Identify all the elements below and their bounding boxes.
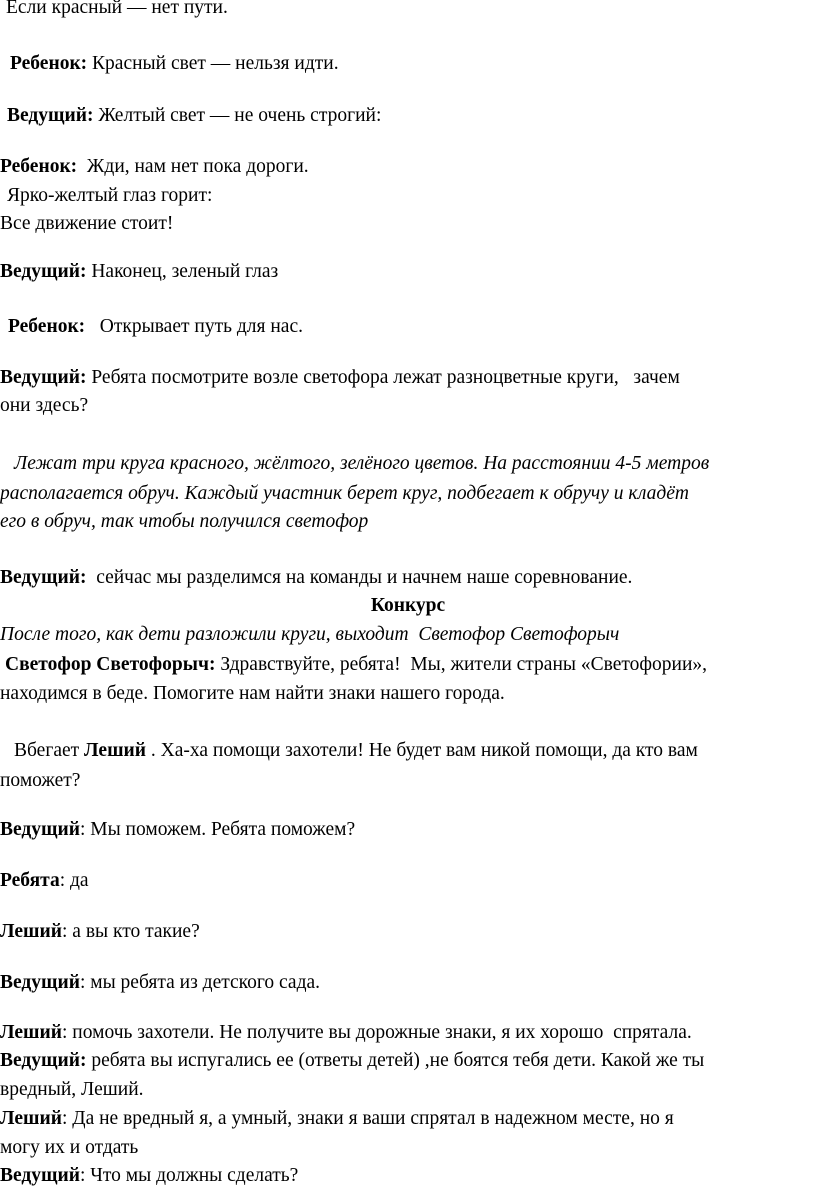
speaker-label: Светофор Светофорыч: xyxy=(5,654,216,675)
stage-direction: располагается обруч. Каждый участник берет круг, подбегает к обручу и кладёт xyxy=(0,483,689,504)
dialogue-line-continuation: поможет? xyxy=(0,770,81,791)
speaker-label: Ребенок: xyxy=(0,156,78,177)
poem-line: Ярко-желтый глаз горит: xyxy=(7,185,213,206)
dialogue-line: Ведущий: Наконец, зеленый глаз xyxy=(0,261,279,282)
dialogue-line: Ведущий: ребята вы испугались ее (ответы детей) ,не боятся тебя дети. Какой же ты xyxy=(0,1050,705,1071)
dialogue-line: Ребенок: Красный свет — нельзя идти. xyxy=(10,53,339,74)
dialogue-line: Вбегает Леший . Ха-ха помощи захотели! Не будет вам никой помощи, да кто вам xyxy=(14,740,698,761)
speaker-label: Леший xyxy=(84,740,147,761)
speaker-label: Ребята xyxy=(0,870,60,891)
speaker-label: Ведущий: xyxy=(0,567,87,588)
speaker-label: Ребенок: xyxy=(10,53,88,74)
dialogue-line: Светофор Светофорыч: Здравствуйте, ребята! Мы, жители страны «Светофории», xyxy=(5,654,708,675)
speaker-label: Ведущий xyxy=(0,367,80,388)
speaker-label: Леший xyxy=(0,1022,62,1043)
poem-line: Все движение стоит! xyxy=(0,213,174,234)
dialogue-line-continuation: могу их и отдать xyxy=(0,1137,139,1158)
speaker-label: Ведущий xyxy=(0,819,80,840)
dialogue-line: Леший: Да не вредный я, а умный, знаки я ваши спрятал в надежном месте, но я xyxy=(0,1108,674,1129)
dialogue-line: Ведущий: Желтый свет — не очень строгий: xyxy=(7,105,382,126)
speaker-label: Ведущий: xyxy=(0,261,87,282)
dialogue-line: Ведущий: Мы поможем. Ребята поможем? xyxy=(0,819,356,840)
stage-direction: Лежат три круга красного, жёлтого, зелёного цветов. На расстоянии 4-5 метров xyxy=(14,453,710,474)
speaker-label: Леший xyxy=(0,1108,62,1129)
dialogue-line: Ведущий: Что мы должны сделать? xyxy=(0,1165,299,1186)
dialogue-line-continuation: находимся в беде. Помогите нам найти знаки нашего города. xyxy=(0,683,505,704)
stage-direction: После того, как дети разложили круги, выходит Светофор Светофорыч xyxy=(0,624,620,645)
speaker-label: Ведущий xyxy=(0,972,80,993)
speaker-label: Ведущий xyxy=(0,1165,80,1186)
poem-line: Если красный — нет пути. xyxy=(6,0,228,18)
dialogue-line: Леший: а вы кто такие? xyxy=(0,921,200,942)
dialogue-line-continuation: вредный, Леший. xyxy=(0,1079,144,1100)
speaker-label: Леший xyxy=(0,921,62,942)
dialogue-line: Ведущий: Ребята посмотрите возле светофора лежат разноцветные круги, зачем xyxy=(0,367,680,388)
dialogue-line: Ведущий: сейчас мы разделимся на команды и начнем наше соревнование. xyxy=(0,567,633,588)
section-heading: Конкурс xyxy=(370,595,446,616)
dialogue-line: Ребята: да xyxy=(0,870,89,891)
dialogue-line: Леший: помочь захотели. Не получите вы дорожные знаки, я их хорошо спрятала. xyxy=(0,1022,692,1043)
dialogue-line: Ведущий: мы ребята из детского сада. xyxy=(0,972,321,993)
stage-direction: его в обруч, так чтобы получился светофор xyxy=(0,511,369,532)
dialogue-line: Ребенок: Открывает путь для нас. xyxy=(8,316,303,337)
speaker-label: Ведущий: xyxy=(7,105,94,126)
speaker-label: Ведущий: xyxy=(0,1050,87,1071)
speaker-label: Ребенок: xyxy=(8,316,86,337)
dialogue-line-continuation: они здесь? xyxy=(0,395,89,416)
dialogue-line: Ребенок: Жди, нам нет пока дороги. xyxy=(0,156,309,177)
